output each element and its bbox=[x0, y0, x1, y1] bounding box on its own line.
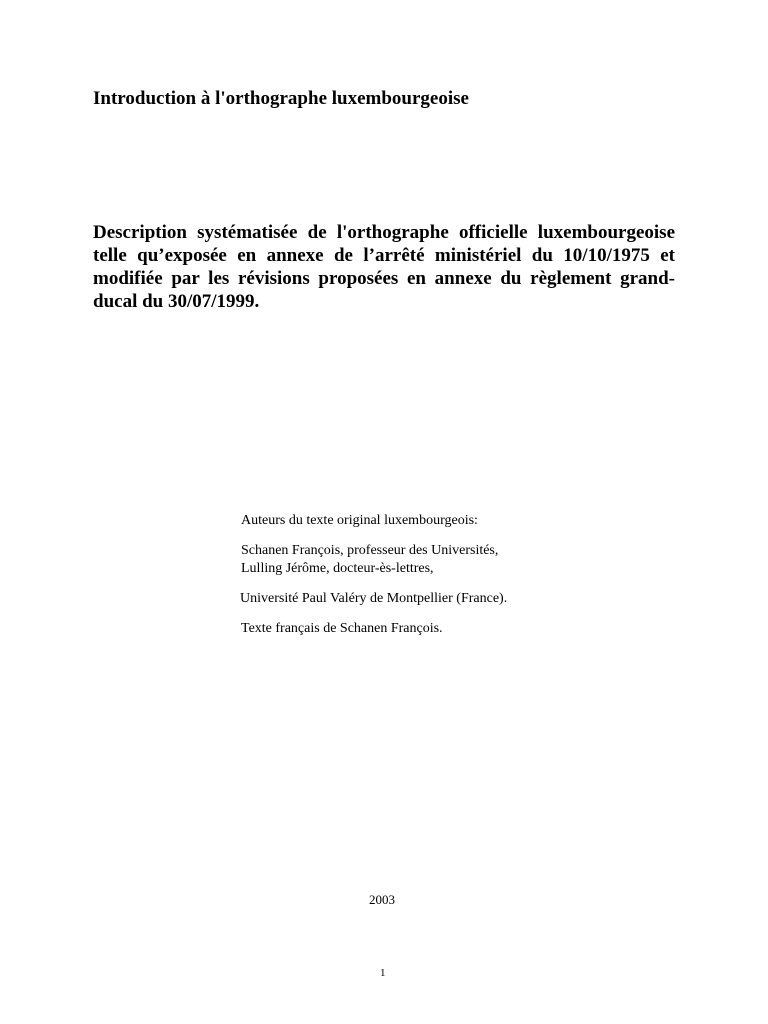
publication-year: 2003 bbox=[369, 892, 395, 907]
author-lulling: Lulling Jérôme, docteur-ès-lettres, bbox=[241, 561, 434, 576]
author-schanen: Schanen François, professeur des Universités, bbox=[241, 543, 499, 558]
page-number: 1 bbox=[380, 967, 386, 979]
translation-credit: Texte français de Schanen François. bbox=[241, 621, 443, 636]
university-affiliation: Université Paul Valéry de Montpellier (France). bbox=[240, 591, 508, 606]
authors-block bbox=[241, 512, 507, 638]
document-description: Description systématisée de l'orthographe officielle luxembourgeoise telle qu’exposée en annexe de l’arrêté ministériel du 10/10/1975 et modifiée par les révisions proposées en annexe du règlement grand-ducal du 30/07/1999. bbox=[93, 222, 675, 312]
document-title: Introduction à l'orthographe luxembourgeoise bbox=[93, 88, 469, 109]
authors-heading: Auteurs du texte original luxembourgeois: bbox=[241, 513, 478, 528]
